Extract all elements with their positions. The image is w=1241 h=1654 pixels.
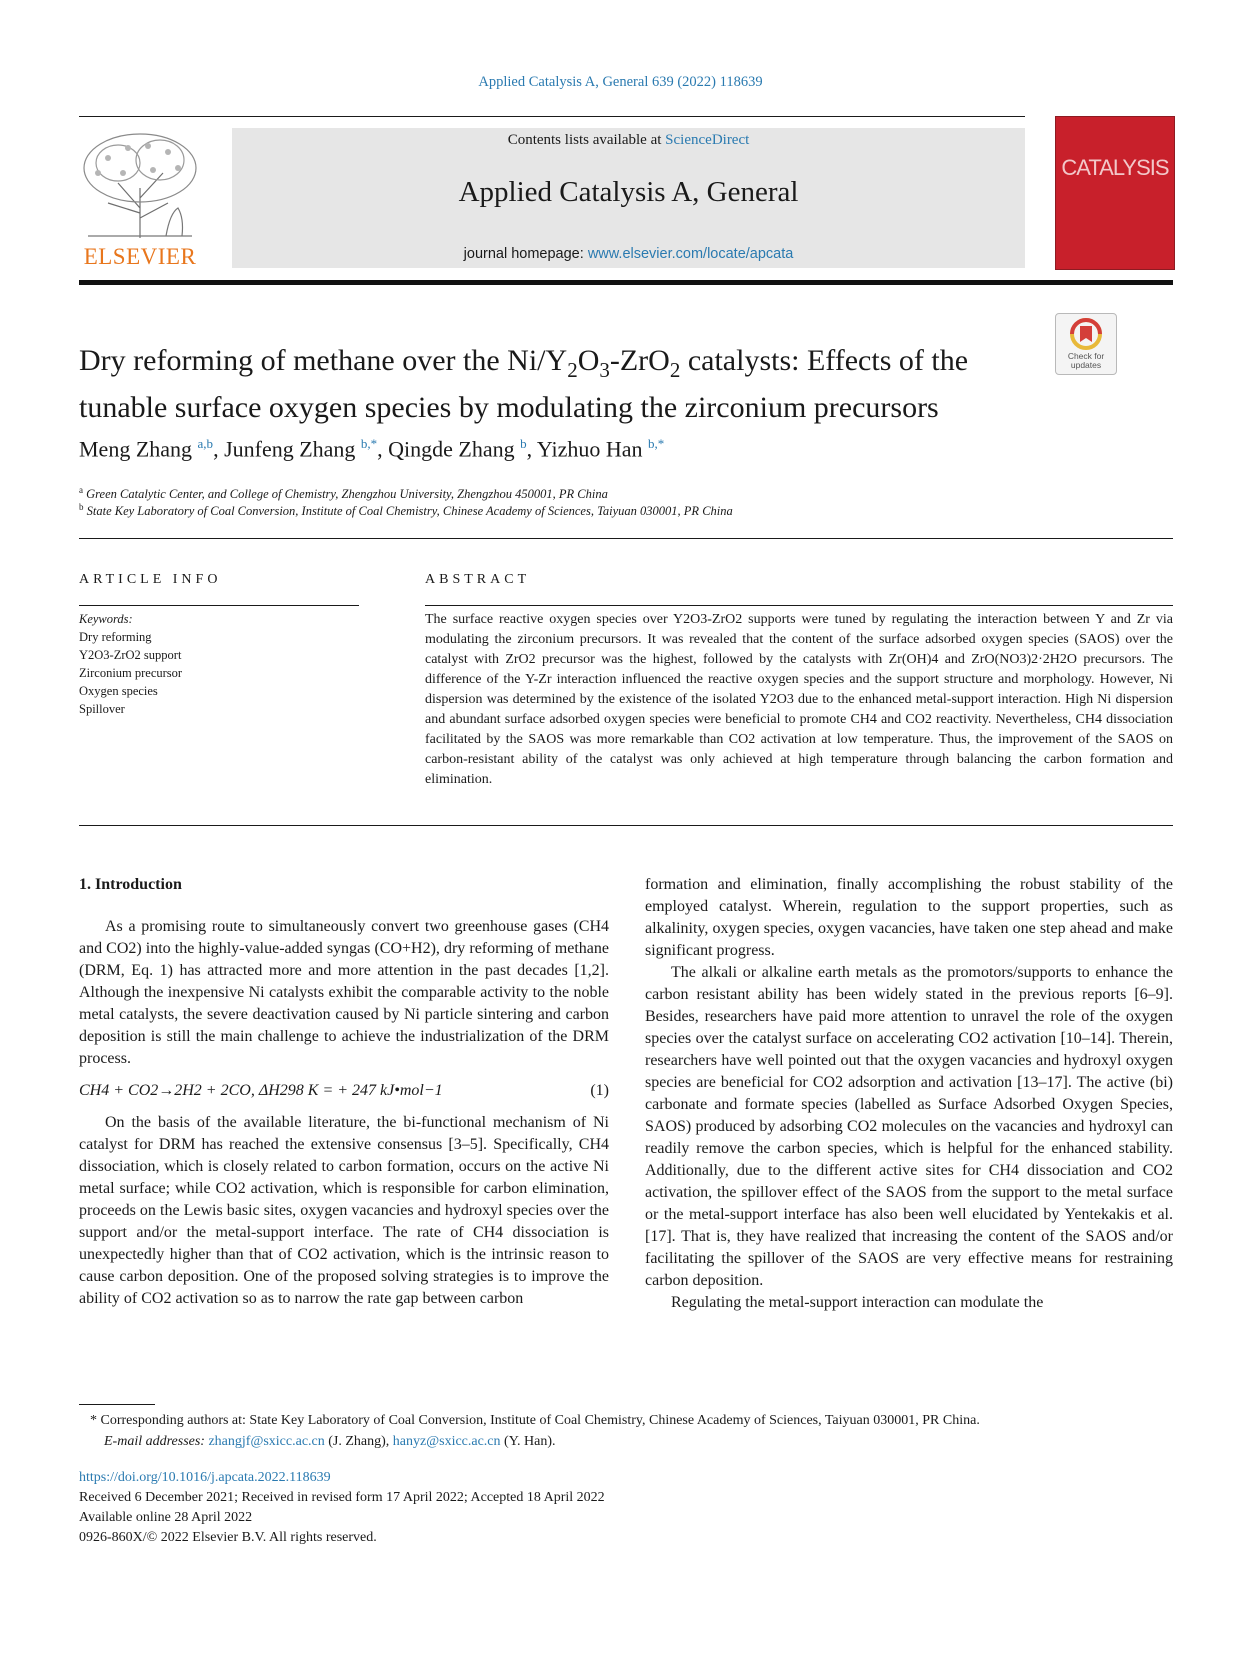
corresponding-text: Corresponding authors at: State Key Laboratory of Coal Conversion, Institute of Coal Chemistry, Chinese Academy of Sciences, Taiyuan 030001, PR China.: [100, 1413, 980, 1428]
sciencedirect-link[interactable]: ScienceDirect: [665, 132, 750, 148]
affiliation-b: [79, 502, 733, 519]
right-column: [645, 874, 1173, 1314]
contents-line: [232, 132, 1025, 149]
elsevier-wordmark: ELSEVIER: [83, 244, 197, 269]
title-text-2: O: [577, 344, 600, 377]
author-marks[interactable]: b,*: [360, 436, 378, 451]
affiliation-mark: b: [79, 502, 84, 512]
footnote-divider: [79, 1404, 155, 1405]
email-link[interactable]: hanyz@sxicc.ac.cn: [392, 1434, 501, 1449]
keyword-item: Y2O3-ZrO2 support: [79, 648, 182, 662]
keywords-block: [79, 610, 182, 718]
tree-logo-icon: [78, 128, 202, 240]
copyright-line: 0926-860X/© 2022 Elsevier B.V. All rights reserved.: [79, 1530, 377, 1545]
check-updates-icon: [1056, 314, 1116, 352]
journal-title: Applied Catalysis A, General: [458, 176, 799, 208]
check-for-updates-badge[interactable]: [1055, 313, 1117, 375]
section-heading: 1. Introduction: [79, 876, 182, 893]
equation-number: (1): [590, 1082, 609, 1099]
journal-citation[interactable]: Applied Catalysis A, General 639 (2022) 118639: [478, 74, 763, 90]
author-name[interactable]: Qingde Zhang: [388, 436, 515, 462]
author-marks[interactable]: a,b: [197, 436, 214, 451]
author-marks[interactable]: b,*: [648, 436, 665, 451]
body-paragraph: Regulating the metal-support interaction can modulate the: [671, 1294, 1044, 1311]
body-paragraph: As a promising route to simultaneously convert two greenhouse gases (CH4 and CO2) into the highly-value-added syngas (CO+H2), dry reforming of methane (DRM, Eq. 1) has attracted more and more attention in the past decades [1,2]. Although the inexpensive Ni catalysts exhibit the comparable activity to the noble metal catalysts, the severe deactivation caused by Ni particle sintering and carbon deposition is still the main challenge to achieve the industrialization of the DRM process.: [79, 918, 609, 1067]
check-updates-label: Check for updates: [1067, 351, 1105, 370]
elsevier-logo: [78, 128, 202, 270]
corresponding-author-note: * Corresponding authors at: State Key Laboratory of Coal Conversion, Institute of Coal Chemistry, Chinese Academy of Sciences, Taiyuan 030001, PR China.: [90, 1413, 980, 1428]
body-paragraph: On the basis of the available literature, the bi-functional mechanism of Ni catalyst for DRM has reached the extensive consensus [3–5]. Specifically, CH4 dissociation, which is closely related to carbon formation, occurs on the active Ni metal surface; while CO2 activation, which is responsible for carbon elimination, proceeds on the Lewis basic sites, oxygen vacancies and hydroxyl species over the support and/or the metal-support interface. The rate of CH4 dissociation is unexpectedly higher than that of CO2 activation, which is the intrinsic reason to cause carbon deposition. One of the proposed solving strategies is to improve the ability of CO2 activation so as to narrow the rate gap between carbon: [79, 1114, 609, 1307]
keyword-item: Zirconium precursor: [79, 666, 183, 680]
article-title: [79, 342, 1019, 427]
body-paragraph: formation and elimination, finally accomplishing the robust stability of the employed catalyst. Wherein, regulation to the support properties, such as alkalinity, oxygen species, oxygen vacancies, have taken one step ahead and make significant progress.: [645, 876, 1173, 959]
email-owner: (Y. Han).: [500, 1434, 556, 1449]
author-name[interactable]: Meng Zhang: [79, 436, 193, 462]
affiliation-a: [79, 485, 608, 502]
journal-masthead: [232, 128, 1025, 268]
doi-link[interactable]: https://doi.org/10.1016/j.apcata.2022.118639: [79, 1470, 331, 1485]
abstract-text: The surface reactive oxygen species over Y2O3-ZrO2 supports were tuned by regulating the interaction between Y and Zr via modulating the zirconium precursors. It was revealed that the content of the surface adsorbed oxygen species (SAOS) over the catalyst with ZrO2 precursor was the highest, followed by the catalysts with Zr(OH)4 and ZrO(NO3)2·2H2O precursors. The difference of the Y-Zr interaction influenced the reactive oxygen species and the support structure and morphology. However, Ni dispersion was determined by the existence of the isolated Y2O3 due to the enhanced metal-support interaction. High Ni dispersion and abundant surface adsorbed oxygen species were beneficial to promote CH4 and CO2 reactivity. Nevertheless, CH4 dissociation facilitated by the SAOS was more remarkable than CO2 activation at low temperature. Thus, the improvement of the SAOS on carbon-resistant ability of the catalyst was only achieved at high temperature through balancing the carbon formation and elimination.: [425, 612, 1173, 787]
keywords-label: Keywords:: [79, 612, 133, 626]
article-info-heading: ARTICLE INFO: [79, 572, 222, 587]
equation: CH4 + CO2→2H2 + 2CO, ΔH298 K = + 247 kJ•mol−1: [79, 1082, 443, 1099]
abstract-divider: [79, 825, 1173, 826]
equation-row: [79, 1080, 609, 1102]
homepage-link[interactable]: www.elsevier.com/locate/apcata: [587, 246, 794, 262]
title-sub-1: 2: [567, 358, 578, 382]
left-column: [79, 874, 609, 1310]
keyword-item: Dry reforming: [79, 630, 152, 644]
corresponding-footnote: [90, 1410, 980, 1452]
publication-info: [79, 1468, 605, 1548]
abstract-heading: ABSTRACT: [425, 572, 531, 587]
author-name[interactable]: Junfeng Zhang: [224, 436, 356, 462]
available-date: Available online 28 April 2022: [79, 1510, 253, 1525]
affiliation-text: State Key Laboratory of Coal Conversion, Institute of Coal Chemistry, Chinese Academy of Sciences, Taiyuan 030001, PR China: [86, 504, 733, 519]
title-sub-2: 3: [599, 358, 610, 382]
homepage-prefix: journal homepage:: [463, 246, 588, 262]
email-link[interactable]: zhangjf@sxicc.ac.cn: [208, 1434, 325, 1449]
affiliation-divider: [79, 538, 1173, 539]
email-line: [90, 1431, 980, 1452]
abstract-rule: [425, 605, 1173, 606]
body-paragraph: The alkali or alkaline earth metals as the promotors/supports to enhance the carbon resistant ability has been widely stated in the previous reports [6–9]. Besides, researchers have paid more attention to unravel the role of the oxygen species over the catalyst surface on accelerating CO2 activation [10–14]. Therein, researchers have well pointed out that the oxygen vacancies and hydroxyl oxygen species are beneficial for CO2 adsorption and activation [13–17]. The active (bi) carbonate and formate species (labelled as Surface Adsorbed Oxygen Species, SAOS) produced by adsorbing CO2 molecules on the vacancies and hydroxyl can readily remove the carbon species, which is helpful for the enhanced stability. Additionally, due to the different active sites for CH4 dissociation and CO2 activation, the spillover effect of the SAOS from the support to the metal surface or the metal-support interface has also been well elucidated by Yentekakis et al. [17]. That is, they have realized that increasing the content of the SAOS and/or facilitating the spillover of the SAOS are very effective means for restraining carbon deposition.: [645, 964, 1173, 1289]
title-text-3: -ZrO: [609, 344, 670, 377]
cover-title: CATALYSIS: [1061, 155, 1169, 180]
author-marks[interactable]: b: [520, 436, 527, 451]
contents-prefix: Contents lists available at: [507, 132, 666, 148]
journal-cover[interactable]: [1055, 116, 1175, 270]
title-text-4: catalysts: Effects of the tunable surface oxygen species by modulating the zirconium precursors: [79, 344, 969, 424]
header-divider: [79, 280, 1173, 285]
keyword-item: Spillover: [79, 702, 125, 716]
received-dates: Received 6 December 2021; Received in revised form 17 April 2022; Accepted 18 April 2022: [79, 1490, 605, 1505]
top-divider: [79, 116, 1025, 117]
author-name[interactable]: Yizhuo Han: [536, 436, 643, 462]
title-text-1: Dry reforming of methane over the Ni/Y: [79, 344, 568, 377]
author-list: Meng Zhang $^{a,b}$, Junfeng Zhang $^{b,*}$, Qingde Zhang $^b$, Yizhuo Han $^{b,*}$: [79, 436, 665, 462]
keyword-item: Oxygen species: [79, 684, 158, 698]
article-info-rule: [79, 605, 359, 606]
homepage-line: [232, 246, 1025, 262]
affiliation-mark: a: [79, 485, 83, 495]
title-sub-3: 2: [669, 358, 681, 382]
email-label: E-mail addresses:: [104, 1434, 209, 1449]
email-owner: (J. Zhang),: [324, 1434, 393, 1449]
affiliation-text: Green Catalytic Center, and College of Chemistry, Zhengzhou University, Zhengzhou 450001, PR China: [86, 487, 608, 502]
